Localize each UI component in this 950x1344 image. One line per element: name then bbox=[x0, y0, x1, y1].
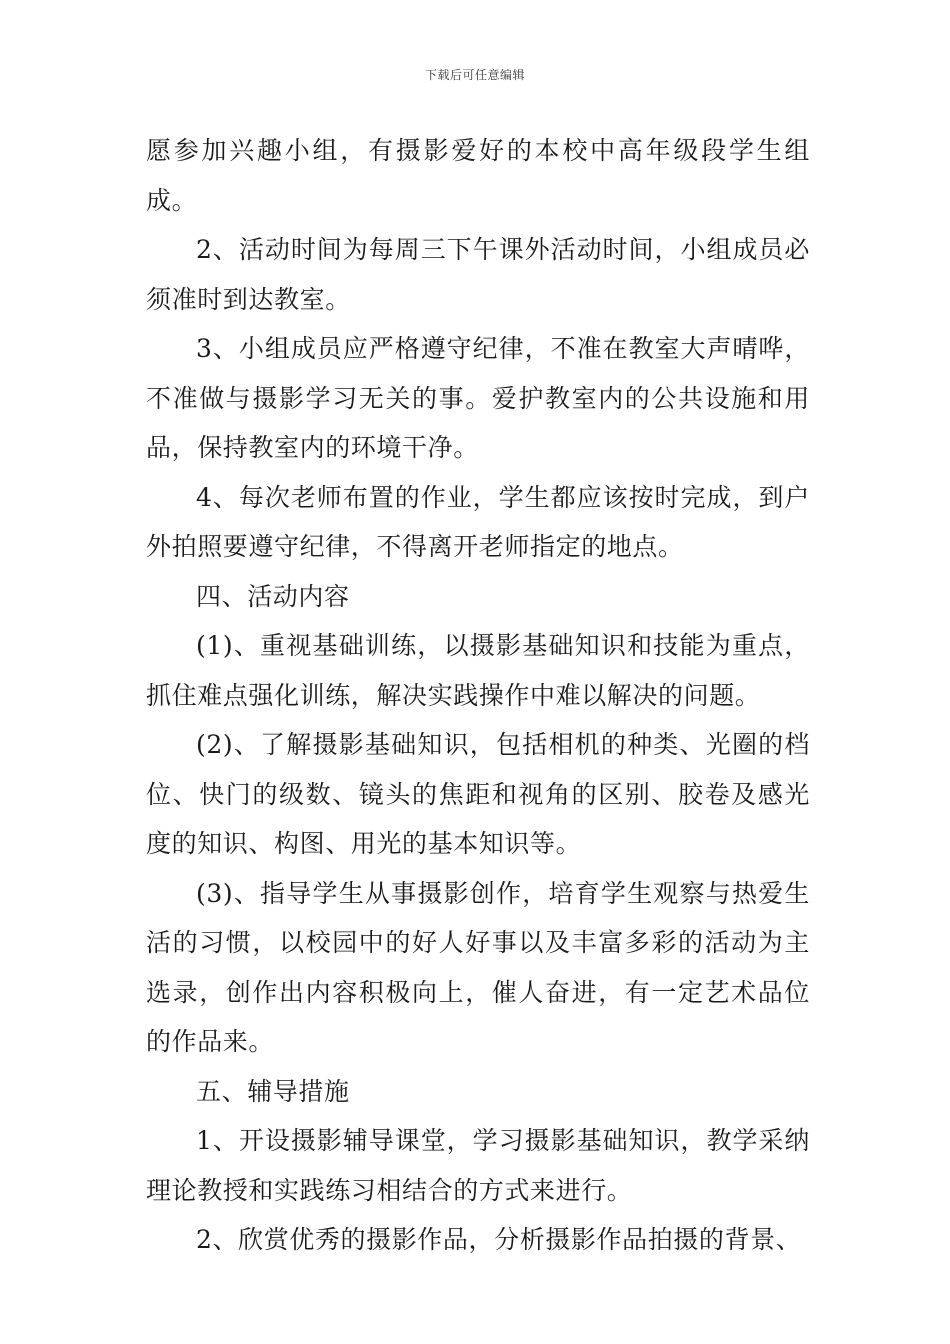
paragraph-8: 1、开设摄影辅导课堂，学习摄影基础知识，教学采纳理论教授和实践练习相结合的方式来进行。 bbox=[146, 1126, 810, 1205]
section-heading-guidance-measures: 五、辅导措施 bbox=[196, 1076, 350, 1106]
paragraph-6: (2)、了解摄影基础知识，包括相机的种类、光圈的档位、快门的级数、镜头的焦距和视角的区别、胶卷及感光度的知识、构图、用光的基本知识等。 bbox=[146, 730, 810, 858]
paragraph-1: 愿参加兴趣小组，有摄影爱好的本校中高年级段学生组成。 bbox=[146, 136, 810, 215]
paragraph-9: 2、欣赏优秀的摄影作品，分析摄影作品拍摄的背景、 bbox=[196, 1225, 802, 1254]
section-heading-activity-content: 四、活动内容 bbox=[196, 581, 350, 611]
paragraph-7: (3)、指导学生从事摄影创作，培育学生观察与热爱生活的习惯，以校园中的好人好事以及丰富多彩的活动为主选录，创作出内容积极向上，催人奋进，有一定艺术品位的作品来。 bbox=[146, 878, 810, 1056]
paragraph-5: (1)、重视基础训练，以摄影基础知识和技能为重点，抓住难点强化训练，解决实践操作中难以解决的问题。 bbox=[146, 631, 810, 710]
paragraph-2: 2、活动时间为每周三下午课外活动时间，小组成员必须准时到达教室。 bbox=[146, 235, 810, 314]
page-header: 下载后可任意编辑 bbox=[424, 68, 525, 82]
paragraph-3: 3、小组成员应严格遵守纪律，不准在教室大声晴哗，不准做与摄影学习无关的事。爱护教室内的公共设施和用品，保持教室内的环境干净。 bbox=[146, 334, 810, 462]
document-body bbox=[146, 126, 810, 1265]
paragraph-4: 4、每次老师布置的作业，学生都应该按时完成，到户外拍照要遵守纪律，不得离开老师指定的地点。 bbox=[146, 482, 810, 561]
